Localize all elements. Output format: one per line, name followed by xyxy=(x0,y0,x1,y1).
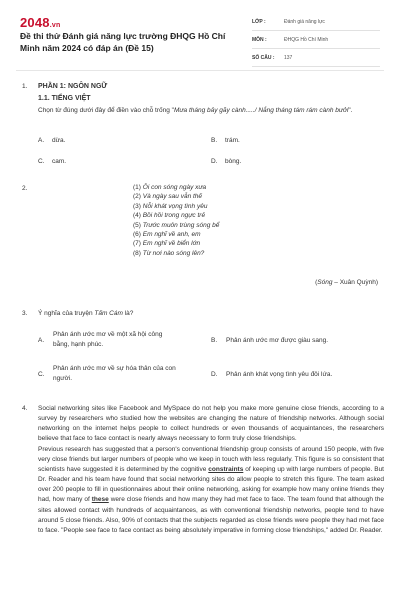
line-text: Nỗi khát vọng tình yêu xyxy=(142,202,208,210)
part-title: PHẦN 1: NGÔN NGỮ xyxy=(38,83,108,90)
logo-suffix: .vn xyxy=(49,22,61,29)
line-number: (6) xyxy=(133,231,141,239)
section-title: 1.1. TIẾNG VIỆT xyxy=(38,95,91,102)
line-number: (1) xyxy=(133,184,141,191)
answer-option-c[interactable] xyxy=(38,364,178,386)
poem-line xyxy=(133,183,219,192)
meta-key: MÔN : xyxy=(252,37,267,43)
answer-option-a[interactable] xyxy=(38,137,65,144)
option-text: bòng. xyxy=(225,158,242,165)
meta-value: ĐHQG Hồ Chí Minh xyxy=(284,37,329,43)
site-logo[interactable] xyxy=(20,15,60,30)
meta-key: SỐ CÂU : xyxy=(252,55,275,61)
logo-main: 2048 xyxy=(20,15,50,30)
highlighted-word: constraints xyxy=(208,466,244,474)
highlighted-word: these xyxy=(91,496,109,504)
prompt-end: ". xyxy=(348,107,353,114)
paragraph-text: were close friends and how many they had met face to face. The team found that although the sites allowed contact with hundreds of acquaintances, as with conventional friendship networks, people tend to have around 5 close friends. Also, 90% of contacts that the subjects regarded as close friends were people they had met face to face. "People see face to face contact as being absolutely imperative in forming close friendships," added Dr. Reader. xyxy=(38,496,384,534)
question-number: 4. xyxy=(22,405,28,412)
meta-row-count xyxy=(252,52,380,67)
answer-option-d[interactable] xyxy=(211,158,241,165)
meta-value: 137 xyxy=(284,55,293,61)
line-number: (2) xyxy=(133,193,141,201)
credit-open: ( xyxy=(315,279,318,286)
reading-paragraph-1: Social networking sites like Facebook and MySpace do not help you make more genuine close friends, according to a survey by researchers who studied how the websites are changing the nature of friendship networks. Although social networking on the internet helps people to collect hundreds or even thousands of acquaintances, the researchers believe that face to face contact is nearly always necessary to form truly close friendships. xyxy=(38,405,384,443)
line-number: (3) xyxy=(133,202,141,210)
option-text: Phản ánh ước mơ về một xã hội công bằng, hạnh phúc. xyxy=(53,331,163,348)
question-number: 1. xyxy=(22,83,28,90)
poem-line xyxy=(133,211,219,220)
meta-value: Đánh giá năng lực xyxy=(284,19,325,25)
poem-line xyxy=(133,221,219,230)
prompt-text: Ý nghĩa của truyện xyxy=(38,310,95,317)
poem-line xyxy=(133,239,219,248)
poem-line xyxy=(133,202,219,211)
poem-line xyxy=(133,192,219,201)
meta-row-class xyxy=(252,16,380,31)
paragraph-text: Previous research has suggested that a person's conventional friendship group consists of around 150 people, with five very close friends but larger numbers of people who we keep in touch with less regularly. This figure is so consistent that scientists have suggested it is determined by the cognitive xyxy=(38,446,384,474)
line-text: Từ nơi nào sóng lên? xyxy=(142,249,205,257)
poem-line xyxy=(133,230,219,239)
option-label: D. xyxy=(211,158,218,165)
line-number: (7) xyxy=(133,240,141,248)
question-prompt xyxy=(38,106,384,116)
question-number: 3. xyxy=(22,310,28,317)
option-label: C. xyxy=(38,371,45,378)
option-label: A. xyxy=(38,337,45,344)
question-number: 2. xyxy=(22,185,28,192)
line-text: Ôi con sóng ngày xưa xyxy=(142,184,207,191)
line-number: (5) xyxy=(133,221,141,229)
meta-key: LỚP : xyxy=(252,19,266,25)
option-label: A. xyxy=(38,137,45,144)
option-text: dừa. xyxy=(52,137,66,144)
line-text: Em nghĩ về biển lớn xyxy=(142,240,201,248)
poem-credit xyxy=(315,279,378,286)
line-number: (8) xyxy=(133,249,141,257)
page-header xyxy=(0,0,400,66)
answer-option-a[interactable] xyxy=(38,330,178,352)
exam-meta xyxy=(252,16,380,70)
line-text: Bồi hồi trong ngực trẻ xyxy=(142,212,206,220)
option-text: Phản ánh ước mơ được giàu sang. xyxy=(226,337,329,344)
option-text: Phản ánh ước mơ về sự hóa thân của con người. xyxy=(53,365,176,382)
credit-author: – Xuân Quỳnh) xyxy=(332,279,378,286)
poem-excerpt xyxy=(133,183,219,258)
option-text: trám. xyxy=(225,137,240,144)
meta-row-subject xyxy=(252,34,380,49)
prompt-title: Tấm Cám xyxy=(94,310,123,317)
prompt-text: Chọn từ đúng dưới đây để điền vào chỗ trống " xyxy=(38,107,174,114)
question-prompt xyxy=(38,310,133,317)
answer-option-c[interactable] xyxy=(38,158,66,165)
poem-line xyxy=(133,249,219,258)
option-label: D. xyxy=(211,371,218,378)
answer-option-d[interactable] xyxy=(211,370,386,382)
reading-paragraph-2 xyxy=(38,445,384,536)
answer-option-b[interactable] xyxy=(211,336,386,348)
prompt-end: là? xyxy=(122,310,134,317)
option-label: C. xyxy=(38,158,45,165)
option-text: cam. xyxy=(52,158,67,165)
line-text: Và ngày sau vẫn thế xyxy=(142,193,203,201)
answer-option-b[interactable] xyxy=(211,137,240,144)
option-text: Phản ánh khát vọng tình yêu đôi lứa. xyxy=(226,371,333,378)
paragraph-text: of keeping up with large numbers of people. But Dr. Reader and his team have found that social networking sites do allow people to stretch this figure. The team asked over 200 people to fill in questionnaires about their online networking, asking for example how many online friends they had, how many of xyxy=(38,466,384,504)
header-divider xyxy=(16,70,384,71)
credit-work: Sóng xyxy=(317,279,333,286)
option-label: B. xyxy=(211,137,218,144)
line-text: Trước muôn trùng sóng bể xyxy=(142,221,220,229)
exam-title: Đề thi thử Đánh giá năng lực trường ĐHQG Hồ Chí Minh năm 2024 có đáp án (Đề 15) xyxy=(20,31,226,53)
option-label: B. xyxy=(211,337,218,344)
line-number: (4) xyxy=(133,212,141,220)
line-text: Em nghĩ về anh, em xyxy=(142,231,201,239)
prompt-quote: Mưa tháng bảy gãy cành...../ Nắng tháng tám rám cành bưởi xyxy=(173,107,349,114)
